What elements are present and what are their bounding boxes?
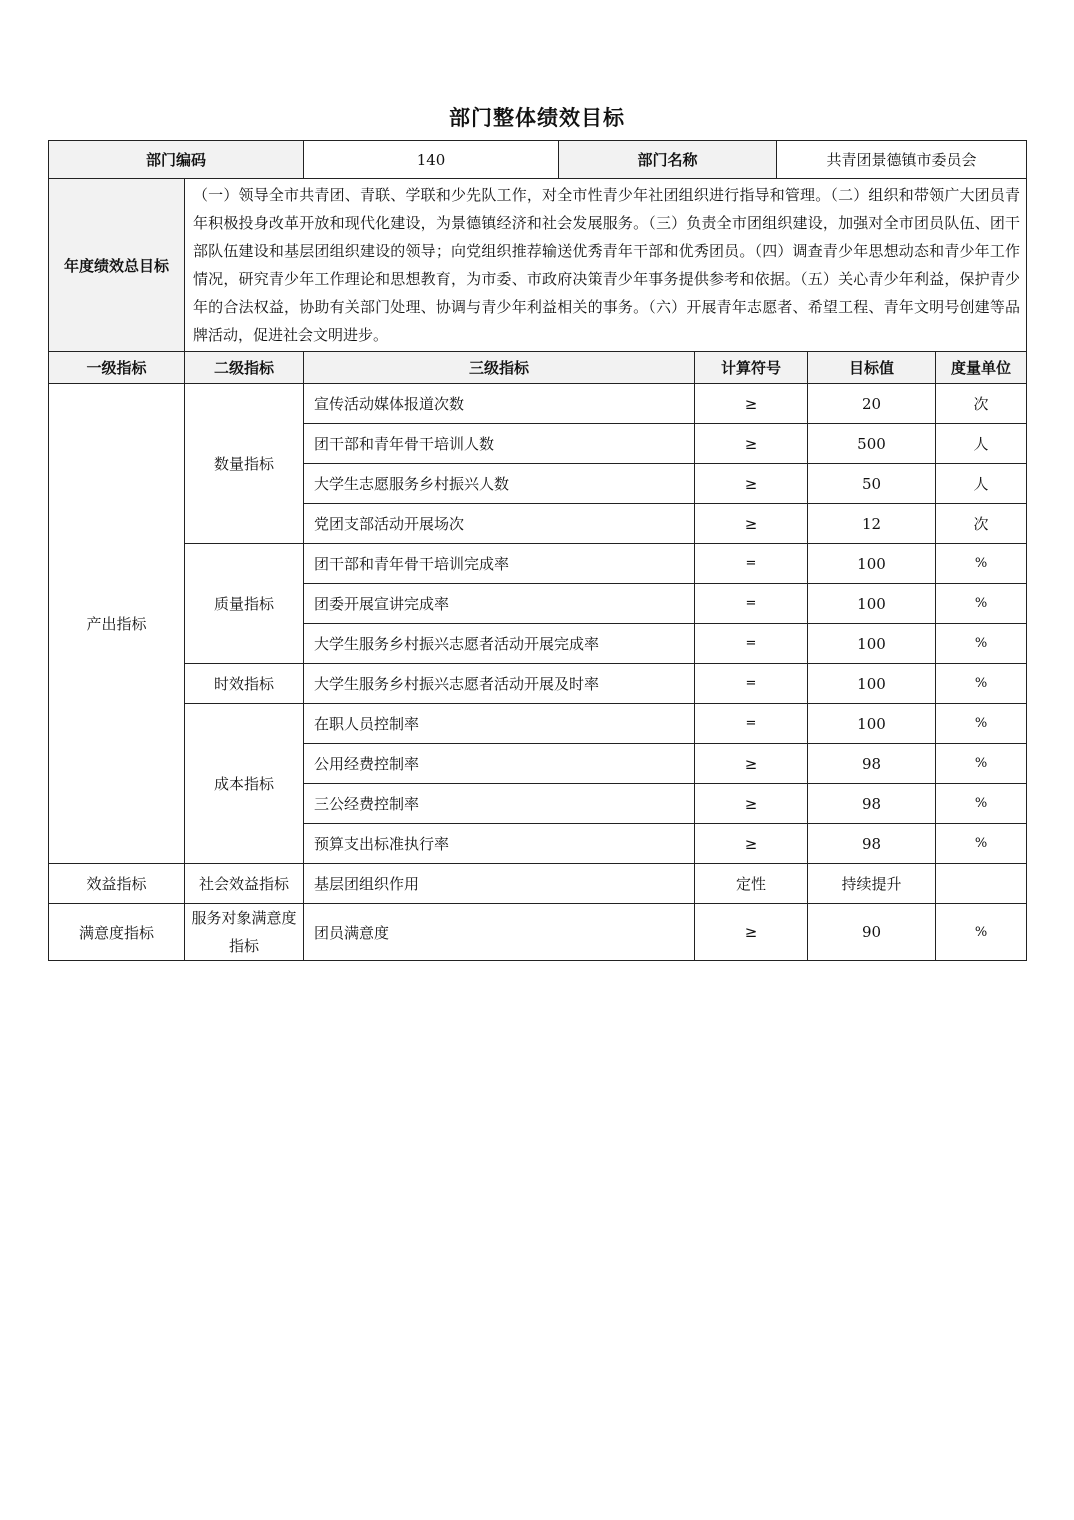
indicator-unit: 人	[936, 464, 1027, 504]
indicator-unit: %	[936, 584, 1027, 624]
indicator-operator: ≥	[695, 824, 808, 864]
indicator-operator: =	[695, 544, 808, 584]
col-header-level2: 二级指标	[185, 352, 304, 384]
indicator-target: 100	[808, 544, 936, 584]
indicator-target: 20	[808, 384, 936, 424]
indicator-unit: %	[936, 904, 1027, 961]
indicator-target: 98	[808, 744, 936, 784]
indicator-unit: %	[936, 744, 1027, 784]
indicator-name: 团干部和青年骨干培训完成率	[304, 544, 695, 584]
goal-row	[49, 179, 1027, 352]
dept-name-value: 共青团景德镇市委员会	[777, 141, 1027, 179]
indicator-target: 100	[808, 584, 936, 624]
indicator-unit: %	[936, 624, 1027, 664]
indicator-operator: ≥	[695, 784, 808, 824]
level1-benefit: 效益指标	[49, 864, 185, 904]
indicator-unit: 次	[936, 384, 1027, 424]
indicator-target: 100	[808, 664, 936, 704]
indicator-name: 三公经费控制率	[304, 784, 695, 824]
indicator-unit: %	[936, 544, 1027, 584]
dept-name-label: 部门名称	[559, 141, 777, 179]
indicator-unit: 次	[936, 504, 1027, 544]
indicator-target: 500	[808, 424, 936, 464]
table-row	[49, 904, 1027, 961]
level2-service: 服务对象满意度指标	[185, 904, 304, 961]
indicator-name: 在职人员控制率	[304, 704, 695, 744]
indicator-operator: ≥	[695, 424, 808, 464]
indicator-unit	[936, 864, 1027, 904]
indicator-target: 98	[808, 824, 936, 864]
indicator-name: 公用经费控制率	[304, 744, 695, 784]
table-row	[49, 704, 1027, 744]
dept-code-value: 140	[304, 141, 559, 179]
indicator-name: 大学生服务乡村振兴志愿者活动开展及时率	[304, 664, 695, 704]
indicator-unit: %	[936, 784, 1027, 824]
indicator-name: 党团支部活动开展场次	[304, 504, 695, 544]
indicator-target: 90	[808, 904, 936, 961]
indicator-operator: ≥	[695, 904, 808, 961]
indicator-unit: %	[936, 664, 1027, 704]
column-header-row	[49, 352, 1027, 384]
indicator-name: 团干部和青年骨干培训人数	[304, 424, 695, 464]
indicator-target: 100	[808, 624, 936, 664]
table-row	[49, 384, 1027, 424]
col-header-operator: 计算符号	[695, 352, 808, 384]
indicator-operator: =	[695, 624, 808, 664]
indicator-operator: ≥	[695, 384, 808, 424]
indicator-target: 100	[808, 704, 936, 744]
indicator-operator: =	[695, 704, 808, 744]
indicator-name: 预算支出标准执行率	[304, 824, 695, 864]
indicator-name: 宣传活动媒体报道次数	[304, 384, 695, 424]
level1-satisfaction: 满意度指标	[49, 904, 185, 961]
indicator-target: 98	[808, 784, 936, 824]
indicator-unit: %	[936, 704, 1027, 744]
indicator-name: 大学生服务乡村振兴志愿者活动开展完成率	[304, 624, 695, 664]
level2-quantity: 数量指标	[185, 384, 304, 544]
indicator-operator: ≥	[695, 464, 808, 504]
table-row	[49, 864, 1027, 904]
indicator-unit: %	[936, 824, 1027, 864]
level2-social: 社会效益指标	[185, 864, 304, 904]
indicator-target: 持续提升	[808, 864, 936, 904]
indicator-operator: 定性	[695, 864, 808, 904]
indicator-operator: =	[695, 584, 808, 624]
level2-cost: 成本指标	[185, 704, 304, 864]
indicator-operator: =	[695, 664, 808, 704]
col-header-level3: 三级指标	[304, 352, 695, 384]
goal-label: 年度绩效总目标	[49, 179, 185, 352]
indicator-target: 50	[808, 464, 936, 504]
indicator-name: 团委开展宣讲完成率	[304, 584, 695, 624]
indicator-table	[48, 178, 1027, 961]
performance-table	[48, 140, 1027, 179]
level2-timeliness: 时效指标	[185, 664, 304, 704]
page-title: 部门整体绩效目标	[449, 106, 625, 130]
indicator-target: 12	[808, 504, 936, 544]
indicator-unit: 人	[936, 424, 1027, 464]
indicator-operator: ≥	[695, 744, 808, 784]
department-info-row	[49, 141, 1027, 179]
table-row	[49, 664, 1027, 704]
level1-output: 产出指标	[49, 384, 185, 864]
dept-code-label: 部门编码	[49, 141, 304, 179]
goal-text: （一）领导全市共青团、青联、学联和少先队工作，对全市性青少年社团组织进行指导和管理。（二）组织和带领广大团员青年积极投身改革开放和现代化建设，为景德镇经济和社会发展服务。（三）负责全市团组织建设，加强对全市团员队伍、团干部队伍建设和基层团组织建设的领导；向党组织推荐输送优秀青年干部和优秀团员。（四）调查青少年思想动态和青少年工作情况，研究青少年工作理论和思想教育，为市委、市政府决策青少年事务提供参考和依据。（五）关心青少年利益，保护青少年的合法权益，协助有关部门处理、协调与青少年利益相关的事务。（六）开展青年志愿者、希望工程、青年文明号创建等品牌活动，促进社会文明进步。	[185, 179, 1027, 352]
indicator-name: 团员满意度	[304, 904, 695, 961]
col-header-target: 目标值	[808, 352, 936, 384]
level2-quality: 质量指标	[185, 544, 304, 664]
table-row	[49, 544, 1027, 584]
indicator-name: 大学生志愿服务乡村振兴人数	[304, 464, 695, 504]
indicator-operator: ≥	[695, 504, 808, 544]
indicator-name: 基层团组织作用	[304, 864, 695, 904]
col-header-level1: 一级指标	[49, 352, 185, 384]
col-header-unit: 度量单位	[936, 352, 1027, 384]
